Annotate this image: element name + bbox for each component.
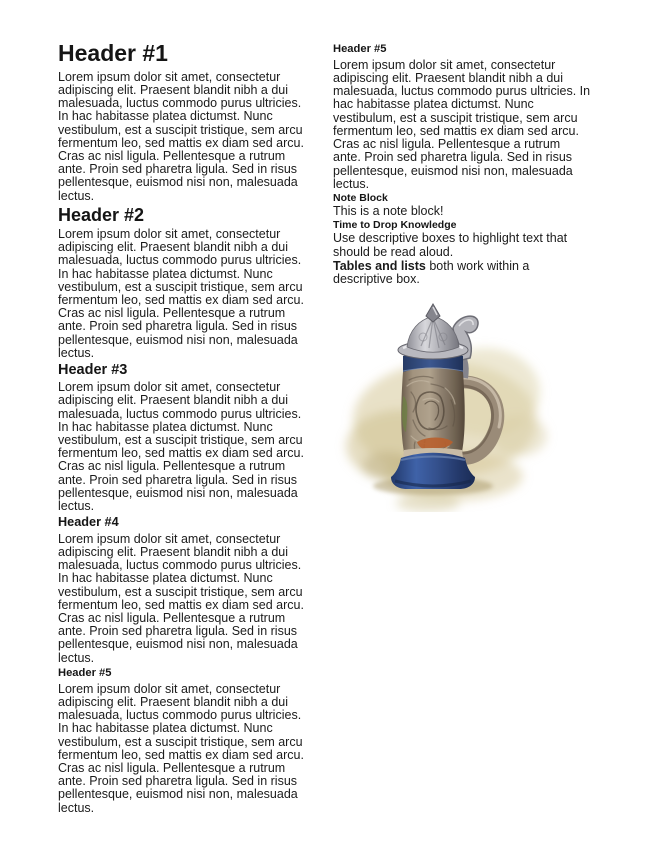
knowledge-text: Use descriptive boxes to highlight text that should be read aloud. (333, 231, 568, 259)
beer-stein-image (333, 300, 591, 512)
tables-note-rest: both work within a descriptive box. (333, 258, 530, 286)
tables-note-bold: Tables and lists (333, 258, 426, 273)
header-3-heading: Header #3 (58, 361, 128, 378)
beer-stein-svg (333, 300, 591, 512)
header-2-heading: Header #2 (58, 204, 145, 225)
right-column (333, 41, 591, 844)
left-column (58, 41, 310, 844)
knowledge-heading: Time to Drop Knowledge (333, 219, 457, 232)
header-5-heading-right: Header #5 (333, 43, 387, 55)
header-5-paragraph-right: Lorem ipsum dolor sit amet, consectetur adipiscing elit. Praesent blandit nibh a dui malesuada, luctus commodo purus ultricies. In hac habitasse platea dictumst. Nunc vestibulum, est a suscipit tristique, sem arcu fermentum leo, sed mattis ex diam sed arcu. Cras ac nisl ligula. Pellentesque a rutrum ante. Proin sed pharetra ligula. Sed in risus pellentesque, euismod nisi non, malesuada lectus. (333, 57, 591, 191)
tables-note (333, 260, 591, 286)
note-block-heading: Note Block (333, 191, 388, 204)
header-1-heading: Header #1 (58, 40, 168, 66)
note-block-text: This is a note block! (333, 204, 444, 219)
wash-tail (396, 494, 460, 512)
header-4-paragraph: Lorem ipsum dolor sit amet, consectetur adipiscing elit. Praesent blandit nibh a dui malesuada, luctus commodo purus ultricies. In hac habitasse platea dictumst. Nunc vestibulum, est a suscipit tristique, sem arcu fermentum leo, sed mattis ex diam sed arcu. Cras ac nisl ligula. Pellentesque a rutrum ante. Proin sed pharetra ligula. Sed in risus pellentesque, euismod nisi non, malesuada lectus. (58, 531, 304, 665)
header-1-paragraph: Lorem ipsum dolor sit amet, consectetur adipiscing elit. Praesent blandit nibh a dui malesuada, luctus commodo purus ultricies. In hac habitasse platea dictumst. Nunc vestibulum, est a suscipit tristique, sem arcu fermentum leo, sed mattis ex diam sed arcu. Cras ac nisl ligula. Pellentesque a rutrum ante. Proin sed pharetra ligula. Sed in risus pellentesque, euismod nisi non, malesuada lectus. (58, 69, 304, 203)
header-4-heading: Header #4 (58, 515, 119, 530)
header-5-heading-left: Header #5 (58, 666, 112, 679)
header-5-paragraph-left: Lorem ipsum dolor sit amet, consectetur adipiscing elit. Praesent blandit nibh a dui malesuada, luctus commodo purus ultricies. In hac habitasse platea dictumst. Nunc vestibulum, est a suscipit tristique, sem arcu fermentum leo, sed mattis ex diam sed arcu. Cras ac nisl ligula. Pellentesque a rutrum ante. Proin sed pharetra ligula. Sed in risus pellentesque, euismod nisi non, malesuada lectus. (58, 681, 304, 815)
stein-base (391, 453, 475, 489)
header-2-paragraph: Lorem ipsum dolor sit amet, consectetur adipiscing elit. Praesent blandit nibh a dui malesuada, luctus commodo purus ultricies. In hac habitasse platea dictumst. Nunc vestibulum, est a suscipit tristique, sem arcu fermentum leo, sed mattis ex diam sed arcu. Cras ac nisl ligula. Pellentesque a rutrum ante. Proin sed pharetra ligula. Sed in risus pellentesque, euismod nisi non, malesuada lectus. (58, 226, 304, 360)
header-3-paragraph: Lorem ipsum dolor sit amet, consectetur adipiscing elit. Praesent blandit nibh a dui malesuada, luctus commodo purus ultricies. In hac habitasse platea dictumst. Nunc vestibulum, est a suscipit tristique, sem arcu fermentum leo, sed mattis ex diam sed arcu. Cras ac nisl ligula. Pellentesque a rutrum ante. Proin sed pharetra ligula. Sed in risus pellentesque, euismod nisi non, malesuada lectus. (58, 380, 304, 514)
